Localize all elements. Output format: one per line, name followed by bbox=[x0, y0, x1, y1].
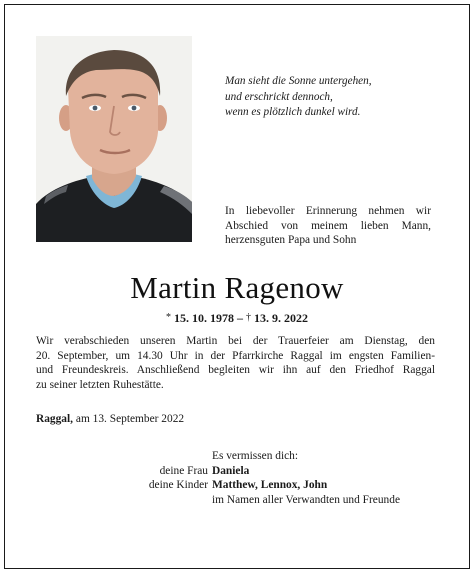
place-date bbox=[36, 413, 184, 425]
announcement-line: 20. September, um 14.30 Uhr in der Pfarrkirche Raggal im engsten Familien- bbox=[36, 349, 435, 362]
verse-line: wenn es plötzlich dunkel wird. bbox=[225, 106, 361, 118]
mourners-heading-row bbox=[0, 449, 474, 464]
mourner-row bbox=[0, 464, 474, 479]
mourners-closing: im Namen aller Verwandten und Freunde bbox=[212, 493, 400, 506]
intro-line: herzensguten Papa und Sohn bbox=[225, 234, 357, 246]
deceased-name: Martin Ragenow bbox=[130, 270, 344, 305]
death-date: 13. 9. 2022 bbox=[254, 311, 308, 325]
announcement-line: Wir verabschieden unseren Martin bei der Trauerfeier am Dienstag, den bbox=[36, 335, 435, 347]
announcement-line: und Freundeskreis. Anschließend begleiten wir ihn auf den Friedhof Raggal bbox=[36, 364, 435, 376]
verse bbox=[225, 74, 445, 121]
date: am 13. September 2022 bbox=[75, 413, 185, 425]
life-dates bbox=[0, 311, 474, 326]
intro-line: In liebevoller Erinnerung nehmen wir bbox=[225, 205, 431, 217]
mourners-heading: Es vermissen dich: bbox=[212, 450, 299, 462]
mourner-relation: deine Frau bbox=[159, 464, 208, 477]
portrait-photo bbox=[36, 36, 192, 242]
intro-line: Abschied von meinem lieben Mann, bbox=[225, 219, 431, 232]
date-separator: – bbox=[237, 311, 243, 325]
intro-text bbox=[225, 204, 431, 248]
place: Raggal, bbox=[36, 413, 74, 425]
announcement-line: zu seiner letzten Ruhestätte. bbox=[36, 378, 164, 391]
mourners-list bbox=[0, 449, 474, 507]
mourner-relation: deine Kinder bbox=[148, 479, 208, 491]
mourner-name: Daniela bbox=[212, 464, 250, 477]
death-symbol: † bbox=[246, 312, 251, 323]
verse-line: Man sieht die Sonne untergehen, bbox=[225, 75, 372, 87]
mourner-row bbox=[0, 478, 474, 493]
mourner-name: Matthew, Lennox, John bbox=[212, 479, 328, 491]
birth-date: 15. 10. 1978 bbox=[174, 311, 234, 325]
service-announcement bbox=[36, 334, 435, 392]
mourners-closing-row bbox=[0, 493, 474, 508]
birth-symbol: * bbox=[166, 312, 171, 323]
verse-line: und erschrickt dennoch, bbox=[225, 90, 333, 103]
